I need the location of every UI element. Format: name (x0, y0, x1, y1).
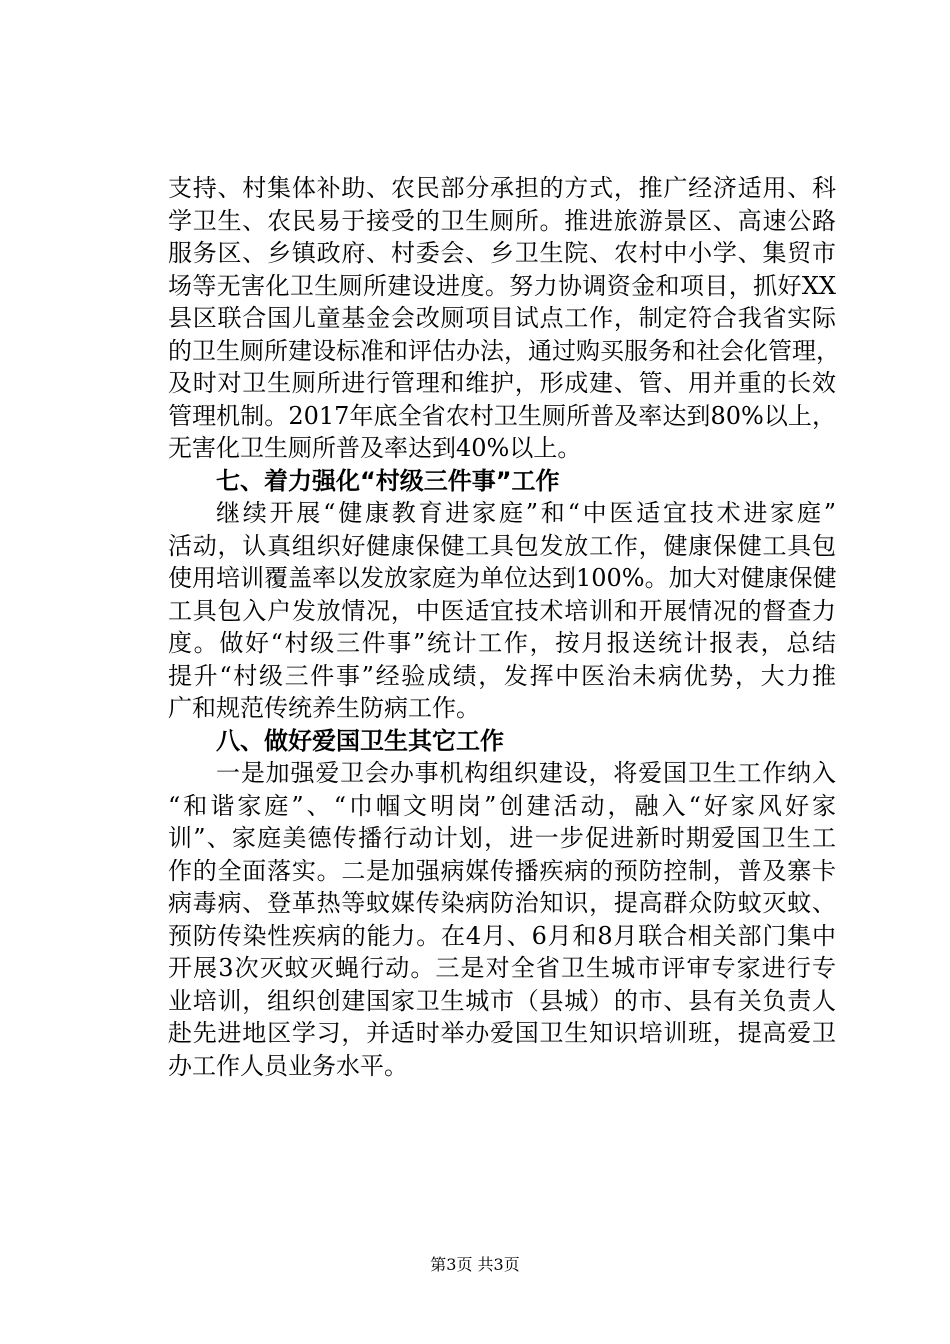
text-line: 办工作人员业务水平。 (168, 1051, 408, 1080)
text-line: 一是加强爱卫会办事机构组织建设，将爱国卫生工作纳入 (216, 759, 836, 787)
page-footer (0, 1254, 950, 1276)
text-line: 提升“村级三件事”经验成绩，发挥中医治未病优势，大力推 (168, 661, 836, 690)
text-line: 开展3次灭蚊灭蝇行动。三是对全省卫生城市评审专家进行专 (168, 954, 836, 982)
section-eight-heading: 八、做好爱国卫生其它工作 (216, 726, 504, 755)
text-line: 作的全面落实。二是加强病媒传播疾病的预防控制，普及寨卡 (168, 856, 836, 885)
text-line: 管理机制。2017年底全省农村卫生厕所普及率达到80%以上， (168, 401, 836, 430)
text-line: 训”、家庭美德传播行动计划，进一步促进新时期爱国卫生工 (168, 824, 836, 852)
document-body (168, 172, 840, 1082)
text-line: 业培训，组织创建国家卫生城市（县城）的市、县有关负责人 (168, 986, 836, 1015)
text-line: 继续开展“健康教育进家庭”和“中医适宜技术进家庭” (216, 499, 836, 527)
section-eight-paragraph (168, 757, 836, 1082)
page-number-label: 第3页 共3页 (430, 1255, 520, 1274)
text-line: 学卫生、农民易于接受的卫生厕所。推进旅游景区、高速公路 (168, 206, 836, 235)
text-line: 工具包入户发放情况，中医适宜技术培训和开展情况的督查力 (168, 596, 836, 625)
text-line: 无害化卫生厕所普及率达到40%以上。 (168, 434, 582, 462)
text-line: 广和规范传统养生防病工作。 (168, 694, 480, 722)
text-line: 使用培训覆盖率以发放家庭为单位达到100%。加大对健康保健 (168, 564, 837, 592)
section-six-paragraph (168, 172, 840, 465)
text-line: 活动，认真组织好健康保健工具包发放工作，健康保健工具包 (168, 531, 836, 560)
text-line: 病毒病、登革热等蚊媒传染病防治知识，提高群众防蚊灭蚊、 (168, 889, 836, 917)
text-line: 的卫生厕所建设标准和评估办法，通过购买服务和社会化管理， (168, 336, 840, 365)
section-seven-paragraph (168, 497, 836, 725)
text-line: 场等无害化卫生厕所建设进度。努力协调资金和项目，抓好XX (168, 271, 836, 300)
text-line: 预防传染性疾病的能力。在4月、6月和8月联合相关部门集中 (168, 921, 836, 950)
section-seven-heading: 七、着力强化“村级三件事”工作 (216, 466, 560, 495)
text-line: 度。做好“村级三件事”统计工作，按月报送统计报表，总结 (168, 629, 836, 657)
text-line: 及时对卫生厕所进行管理和维护，形成建、管、用并重的长效 (168, 369, 836, 397)
text-line: 赴先进地区学习，并适时举办爱国卫生知识培训班，提高爱卫 (168, 1019, 836, 1047)
text-line: 县区联合国儿童基金会改厕项目试点工作，制定符合我省实际 (168, 304, 836, 332)
text-line: “和谐家庭”、“巾帼文明岗”创建活动，融入“好家风好家 (168, 791, 836, 820)
text-line: 服务区、乡镇政府、村委会、乡卫生院、农村中小学、集贸市 (168, 239, 836, 267)
text-line: 支持、村集体补助、农民部分承担的方式，推广经济适用、科 (168, 174, 836, 202)
